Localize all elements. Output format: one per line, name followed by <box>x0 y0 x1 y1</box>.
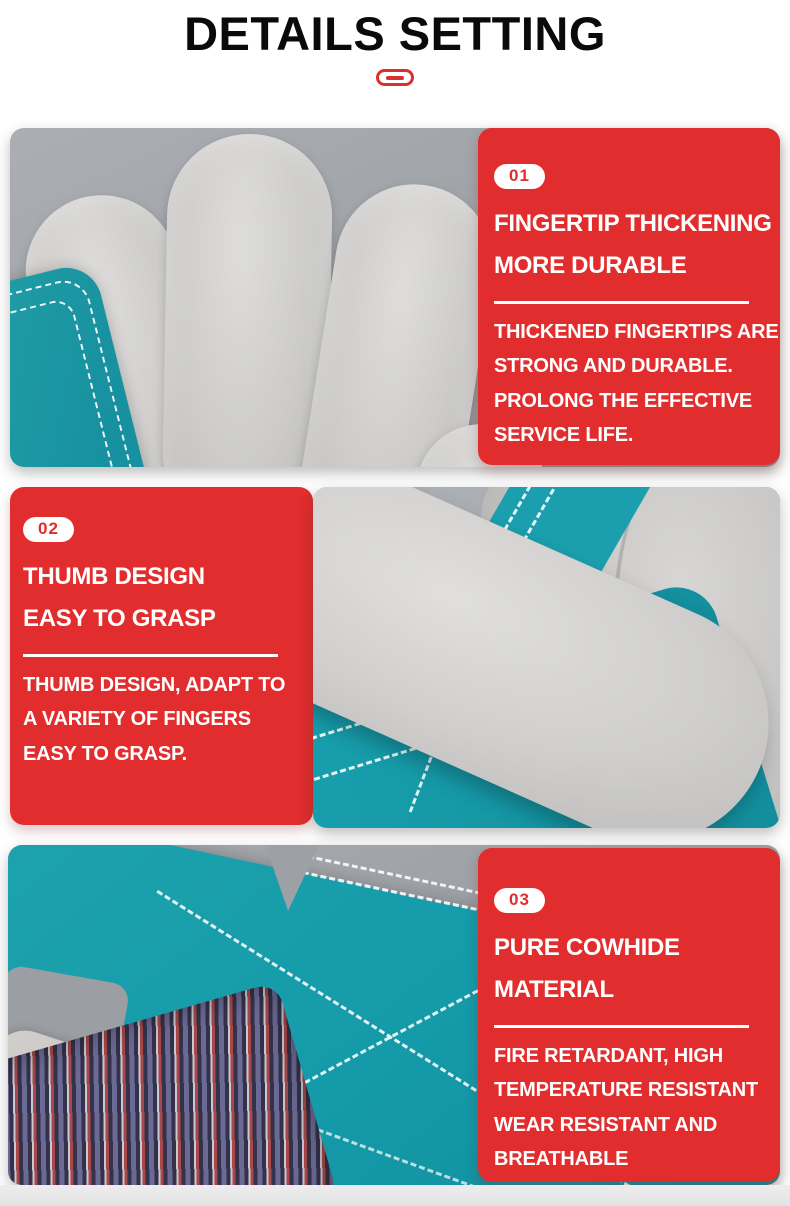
glove-finger-shape <box>162 133 334 467</box>
body-line: THUMB DESIGN, ADAPT TO <box>23 673 286 696</box>
heading-line: PURE COWHIDE <box>494 934 680 961</box>
body-line: BREATHABLE <box>494 1148 629 1170</box>
section-thumb-design <box>10 487 780 828</box>
step-badge: 03 <box>494 888 545 913</box>
body-line: EASY TO GRASP. <box>23 742 187 765</box>
heading-divider <box>494 1025 749 1028</box>
body-line: TEMPERATURE RESISTANT <box>494 1079 758 1101</box>
section-pure-cowhide <box>10 845 780 1185</box>
body-line: THICKENED FINGERTIPS ARE <box>494 320 779 343</box>
feature-heading <box>23 556 307 640</box>
page-title: DETAILS SETTING <box>184 7 606 60</box>
glove-thumb-photo <box>313 487 780 828</box>
body-line: FIRE RETARDANT, HIGH <box>494 1044 723 1067</box>
feature-card-02 <box>10 487 313 825</box>
body-line: SERVICE LIFE. <box>494 424 634 446</box>
section-fingertip-thickening <box>10 128 780 470</box>
heading-divider <box>23 654 278 657</box>
feature-body <box>23 668 307 772</box>
feature-card-01 <box>478 128 780 465</box>
header <box>0 0 790 91</box>
capsule-dash-icon <box>376 69 414 86</box>
step-badge: 01 <box>494 164 545 189</box>
heading-line: THUMB DESIGN <box>23 563 205 590</box>
step-badge: 02 <box>23 517 74 542</box>
body-line: WEAR RESISTANT AND <box>494 1113 718 1136</box>
feature-body <box>494 1039 774 1177</box>
heading-line: EASY TO GRASP <box>23 605 216 632</box>
feature-card-03 <box>478 848 780 1182</box>
heading-line: MATERIAL <box>494 976 614 1003</box>
feature-body <box>494 315 779 453</box>
body-line: PROLONG THE EFFECTIVE <box>494 389 753 412</box>
feature-heading <box>494 927 774 1011</box>
heading-divider <box>494 301 749 304</box>
seam-notch-shape <box>258 845 322 913</box>
body-line: STRONG AND DURABLE. <box>494 355 733 377</box>
bottom-strip <box>0 1185 790 1206</box>
heading-line: MORE DURABLE <box>494 252 687 279</box>
body-line: A VARIETY OF FINGERS <box>23 708 251 730</box>
feature-heading <box>494 203 774 287</box>
capsule-dash-bar <box>386 76 404 80</box>
heading-line: FINGERTIP THICKENING <box>494 210 772 237</box>
